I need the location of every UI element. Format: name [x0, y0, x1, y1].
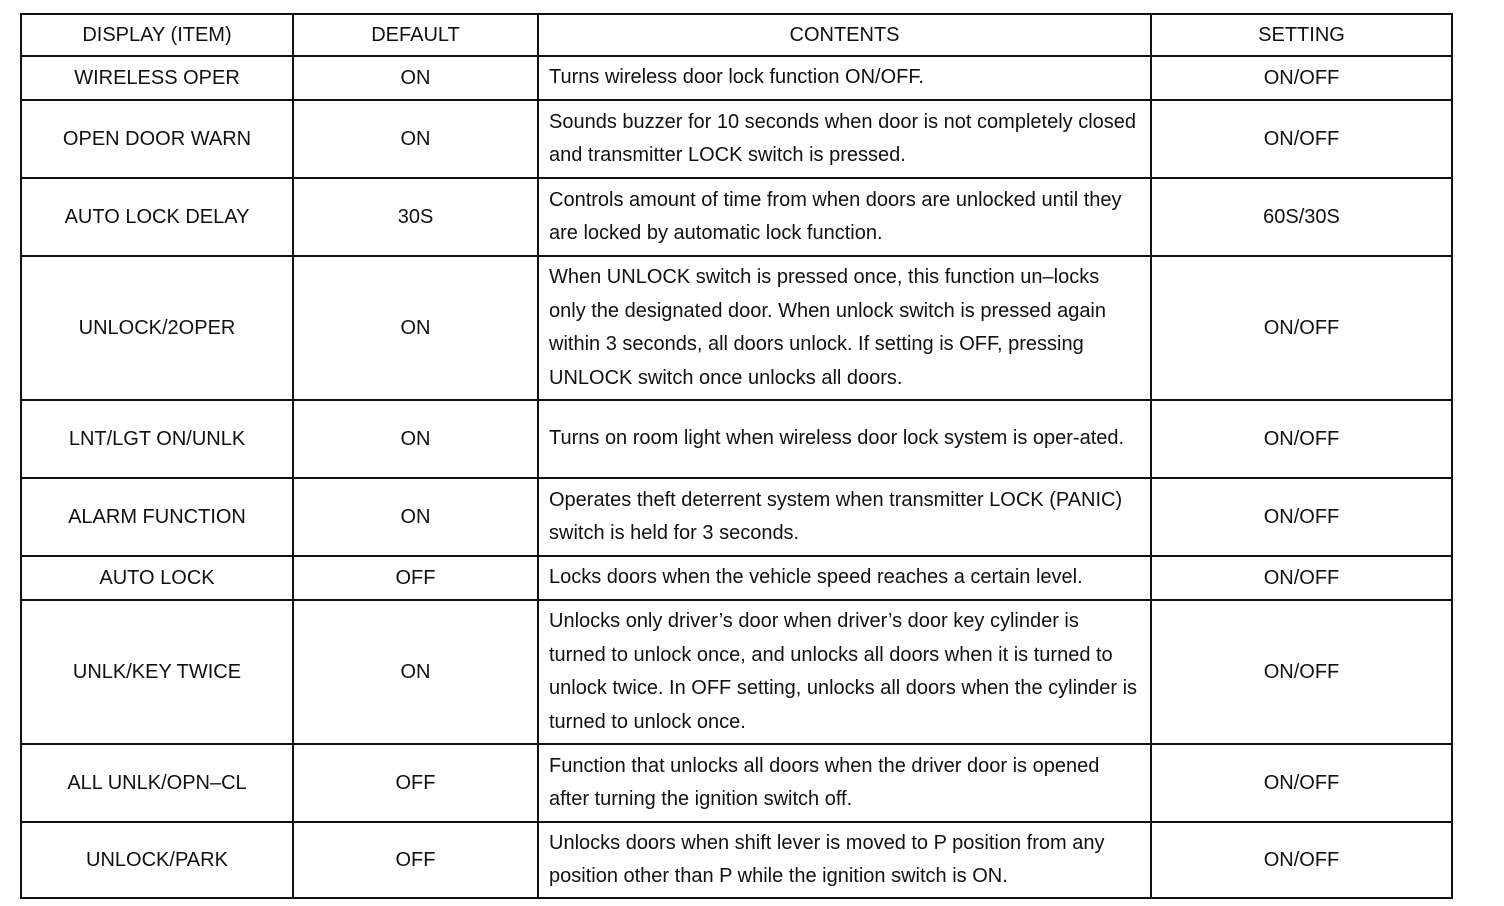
setting-value: 60S/30S [1151, 178, 1452, 256]
table-row [21, 478, 1452, 556]
display-item: ALL UNLK/OPN–CL [21, 744, 293, 822]
display-item: WIRELESS OPER [21, 56, 293, 100]
table-row [21, 56, 1452, 100]
contents-text: Turns wireless door lock function ON/OFF. [538, 56, 1151, 100]
table-row [21, 744, 1452, 822]
contents-text: When UNLOCK switch is pressed once, this function un–locks only the designated door. When unlock switch is pressed again within 3 seconds, all doors unlock. If setting is OFF, pressing UNLOCK switch once unlocks all doors. [538, 256, 1151, 400]
setting-value: ON/OFF [1151, 600, 1452, 744]
setting-value: ON/OFF [1151, 822, 1452, 898]
default-value: OFF [293, 822, 538, 898]
display-item: UNLOCK/PARK [21, 822, 293, 898]
settings-table [20, 13, 1453, 899]
header-contents: CONTENTS [538, 14, 1151, 56]
setting-value: ON/OFF [1151, 400, 1452, 478]
table-row [21, 822, 1452, 898]
display-item: UNLK/KEY TWICE [21, 600, 293, 744]
setting-value: ON/OFF [1151, 478, 1452, 556]
setting-value: ON/OFF [1151, 556, 1452, 600]
contents-text: Operates theft deterrent system when transmitter LOCK (PANIC) switch is held for 3 seconds. [538, 478, 1151, 556]
display-item: AUTO LOCK DELAY [21, 178, 293, 256]
setting-value: ON/OFF [1151, 56, 1452, 100]
header-default: DEFAULT [293, 14, 538, 56]
contents-text: Function that unlocks all doors when the driver door is opened after turning the ignition switch off. [538, 744, 1151, 822]
header-row [21, 14, 1452, 56]
table-row [21, 178, 1452, 256]
default-value: ON [293, 256, 538, 400]
setting-value: ON/OFF [1151, 744, 1452, 822]
table-row [21, 100, 1452, 178]
setting-value: ON/OFF [1151, 256, 1452, 400]
setting-value: ON/OFF [1151, 100, 1452, 178]
header-display: DISPLAY (ITEM) [21, 14, 293, 56]
contents-text: Unlocks only driver’s door when driver’s door key cylinder is turned to unlock once, and unlocks all doors when it is turned to unlock twice. In OFF setting, unlocks all doors when the cylinder is turned to unlock once. [538, 600, 1151, 744]
display-item: AUTO LOCK [21, 556, 293, 600]
display-item: ALARM FUNCTION [21, 478, 293, 556]
default-value: ON [293, 56, 538, 100]
table-row [21, 600, 1452, 744]
default-value: OFF [293, 744, 538, 822]
default-value: ON [293, 478, 538, 556]
contents-text: Unlocks doors when shift lever is moved to P position from any position other than P while the ignition switch is ON. [538, 822, 1151, 898]
contents-text: Turns on room light when wireless door lock system is oper-ated. [538, 400, 1151, 478]
display-item: LNT/LGT ON/UNLK [21, 400, 293, 478]
display-item: UNLOCK/2OPER [21, 256, 293, 400]
default-value: OFF [293, 556, 538, 600]
header-setting: SETTING [1151, 14, 1452, 56]
contents-text: Controls amount of time from when doors are unlocked until they are locked by automatic lock function. [538, 178, 1151, 256]
table-row [21, 556, 1452, 600]
default-value: 30S [293, 178, 538, 256]
default-value: ON [293, 100, 538, 178]
table-row [21, 400, 1452, 478]
contents-text: Sounds buzzer for 10 seconds when door is not completely closed and transmitter LOCK switch is pressed. [538, 100, 1151, 178]
default-value: ON [293, 400, 538, 478]
table-row [21, 256, 1452, 400]
contents-text: Locks doors when the vehicle speed reaches a certain level. [538, 556, 1151, 600]
default-value: ON [293, 600, 538, 744]
display-item: OPEN DOOR WARN [21, 100, 293, 178]
